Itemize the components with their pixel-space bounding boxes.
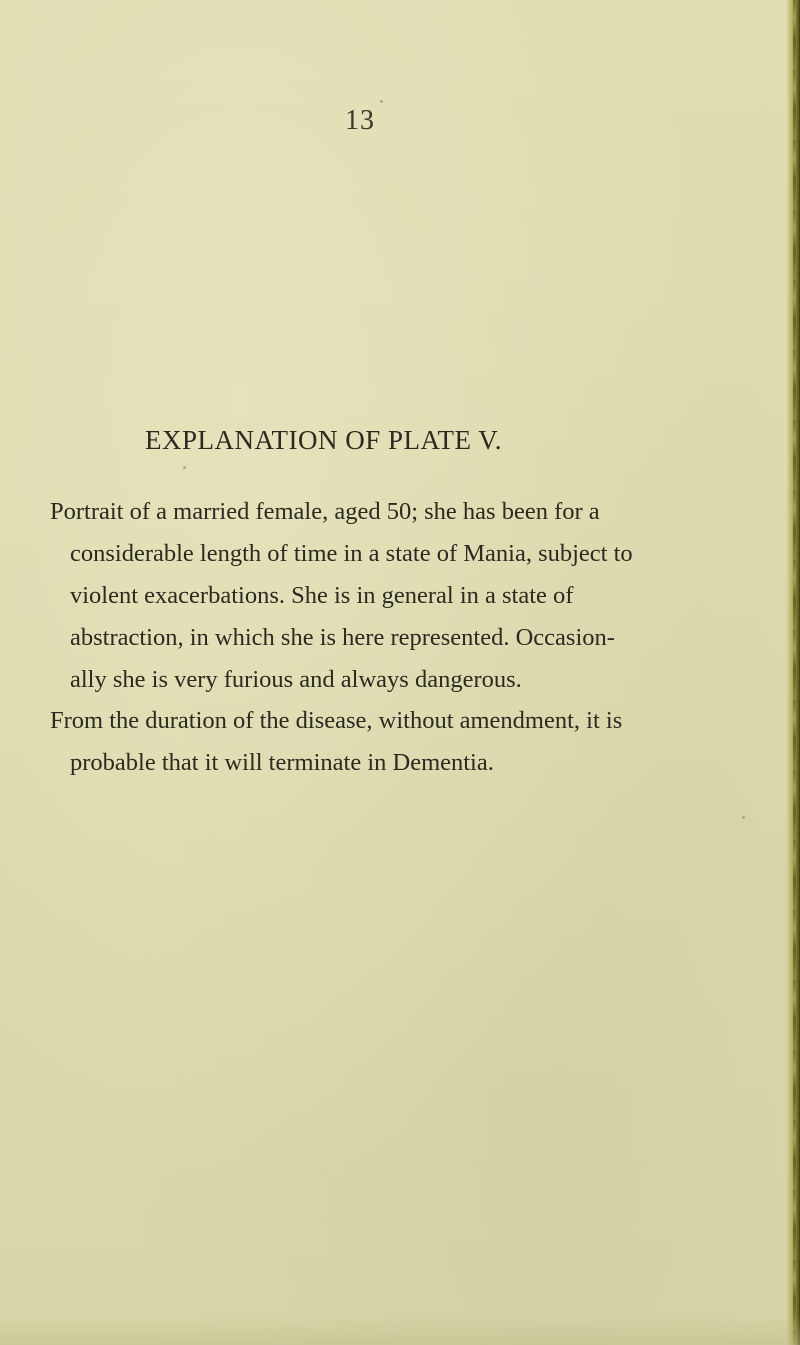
text-line: ally she is very furious and always dangerous.: [70, 666, 522, 693]
text-line: violent exacerbations. She is in general in a state of: [70, 582, 574, 609]
paragraph-prognosis: [50, 700, 622, 784]
text-line: From the duration of the disease, without amendment, it is: [50, 707, 623, 734]
text-line: considerable length of time in a state of Mania, subject to: [70, 540, 633, 567]
paper-speck: [183, 466, 186, 469]
text-line: Portrait of a married female, aged 50; she has been for a: [50, 498, 600, 525]
text-line: abstraction, in which she is here represented. Occasion-: [70, 624, 615, 651]
page-bottom-shade: [0, 1315, 800, 1345]
paper-speck: [742, 816, 745, 819]
page-number: 13: [345, 105, 375, 136]
paragraph-description: [50, 491, 633, 701]
text-line: probable that it will terminate in Dementia.: [70, 749, 494, 776]
paper-speck: [380, 100, 383, 103]
page-edge-stain: [793, 0, 796, 1345]
page-title: EXPLANATION OF PLATE V.: [145, 425, 503, 455]
